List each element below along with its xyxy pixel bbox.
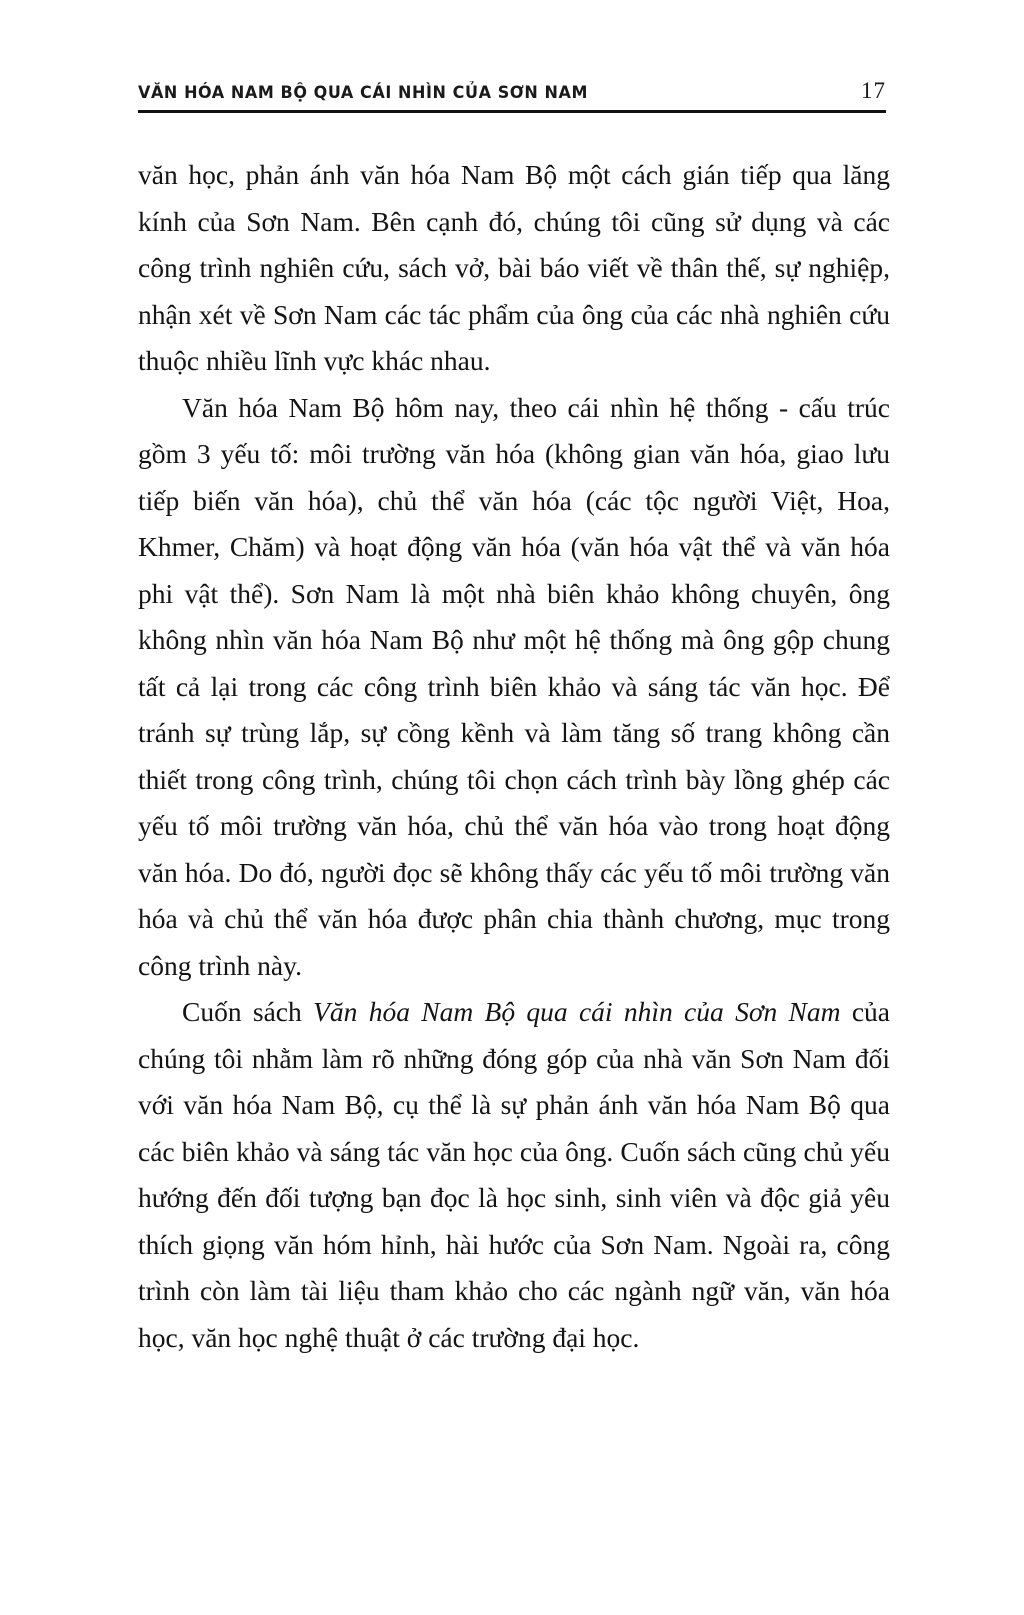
- page-content: [138, 152, 890, 1361]
- page-header: [138, 78, 886, 104]
- header-divider: [138, 110, 886, 113]
- paragraph-1: văn học, phản ánh văn hóa Nam Bộ một cách gián tiếp qua lăng kính của Sơn Nam. Bên cạnh đó, chúng tôi cũng sử dụng và các công trình nghiên cứu, sách vở, bài báo viết về thân thế, sự nghiệp, nhận xét về Sơn Nam các tác phẩm của ông của các nhà nghiên cứu thuộc nhiều lĩnh vực khác nhau.: [138, 159, 890, 376]
- paragraph-3-lead: Cuốn sách: [182, 996, 314, 1027]
- running-title: VĂN HÓA NAM BỘ QUA CÁI NHÌN CỦA SƠN NAM: [138, 83, 588, 102]
- paragraph-3-tail: của chúng tôi nhằm làm rõ những đóng góp của nhà văn Sơn Nam đối với văn hóa Nam Bộ, cụ thể là sự phản ánh văn hóa Nam Bộ qua các biên khảo và sáng tác văn học của ông. Cuốn sách cũng chủ yếu hướng đến đối tượng bạn đọc là học sinh, sinh viên và độc giả yêu thích giọng văn hóm hỉnh, hài hước của Sơn Nam. Ngoài ra, công trình còn làm tài liệu tham khảo cho các ngành ngữ văn, văn hóa học, văn học nghệ thuật ở các trường đại học.: [138, 996, 890, 1353]
- page-number: 17: [861, 78, 886, 103]
- book-title-italic: Văn hóa Nam Bộ qua cái nhìn của Sơn Nam: [313, 996, 841, 1027]
- paragraph-2: Văn hóa Nam Bộ hôm nay, theo cái nhìn hệ thống - cấu trúc gồm 3 yếu tố: môi trường văn hóa (không gian văn hóa, giao lưu tiếp biến văn hóa), chủ thể văn hóa (các tộc người Việt, Hoa, Khmer, Chăm) và hoạt động văn hóa (văn hóa vật thể và văn hóa phi vật thể). Sơn Nam là một nhà biên khảo không chuyên, ông không nhìn văn hóa Nam Bộ như một hệ thống mà ông gộp chung tất cả lại trong các công trình biên khảo và sáng tác văn học. Để tránh sự trùng lắp, sự cồng kềnh và làm tăng số trang không cần thiết trong công trình, chúng tôi chọn cách trình bày lồng ghép các yếu tố môi trường văn hóa, chủ thể văn hóa vào trong hoạt động văn hóa. Do đó, người đọc sẽ không thấy các yếu tố môi trường văn hóa và chủ thể văn hóa được phân chia thành chương, mục trong công trình này.: [138, 391, 890, 981]
- paragraph-3: [138, 989, 890, 1361]
